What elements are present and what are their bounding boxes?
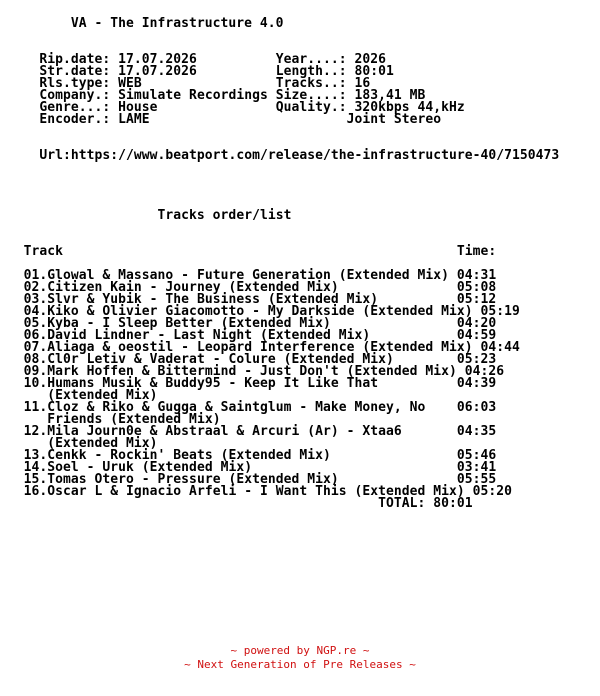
track-time: 03:41 <box>456 460 497 475</box>
info-label: Company.: <box>39 88 119 103</box>
track-title: Cl0r Letiv & Vaderat - Colure (Extended Mix) <box>47 352 394 367</box>
track-number: 03. <box>23 292 48 307</box>
track-number: 16. <box>23 484 48 499</box>
track-time: 05:20 <box>472 484 513 499</box>
info-value: House <box>118 100 158 115</box>
track-time: 06:03 <box>456 400 497 415</box>
track-time: 04:39 <box>456 376 497 391</box>
blank-line <box>0 30 559 42</box>
track-number: 14. <box>23 460 48 475</box>
track-time: 05:19 <box>480 304 520 319</box>
track-time: 04:59 <box>456 328 497 343</box>
info-label: Encoder.: <box>39 112 119 127</box>
track-time: 04:35 <box>456 424 497 439</box>
track-time: 05:08 <box>456 280 497 295</box>
track-title: Citizen Kain - Journey (Extended Mix) <box>47 280 339 295</box>
track-title: Mark Hoffen & Bittermind - Just Don't (Extended Mix) <box>47 364 457 379</box>
track-number: 13. <box>23 448 48 463</box>
info-label: Genre...: <box>39 100 119 115</box>
track-time: 04:44 <box>480 340 520 355</box>
blank-line <box>0 186 559 198</box>
track-title: Glowal & Massano - Future Generation (Extended Mix) <box>47 268 449 283</box>
track-title: (Extended Mix) <box>47 388 158 403</box>
track-title: Aliaga & oeostil - Leopard Interference (Extended Mix) <box>47 340 473 355</box>
track-title: Slvr & Yubik - The Business (Extended Mix) <box>47 292 379 307</box>
track-title: Cloz & Riko & Gugga & Saintglum - Make Money, No <box>47 400 426 415</box>
release-title: VA - The Infrastructure 4.0 <box>70 16 284 31</box>
url-line <box>0 150 559 162</box>
total-line <box>0 498 559 510</box>
info-label: Str.date: <box>39 64 119 79</box>
info-value: 17.07.2026 <box>118 52 197 67</box>
track-number: 07. <box>23 340 48 355</box>
info-value: 2026 <box>354 52 387 67</box>
tagline-footer: ~ Next Generation of Pre Releases ~ <box>184 658 416 671</box>
track-number: 15. <box>23 472 48 487</box>
info-value: Joint Stereo <box>346 112 442 127</box>
track-time: 04:26 <box>464 364 505 379</box>
track-number: 05. <box>23 316 48 331</box>
info-line <box>0 114 559 126</box>
track-number: 04. <box>23 304 48 319</box>
track-title: Friends (Extended Mix) <box>47 412 221 427</box>
nfo-text <box>0 18 559 510</box>
track-title: Kiko & Olivier Giacomotto - My Darkside (Extended Mix) <box>47 304 473 319</box>
track-number: 12. <box>23 424 48 439</box>
blank-line <box>0 162 559 174</box>
track-title: (Extended Mix) <box>47 436 158 451</box>
info-label: Length..: <box>275 64 355 79</box>
blank-line <box>0 222 559 234</box>
track-number: 01. <box>23 268 48 283</box>
info-value: LAME <box>118 112 150 127</box>
track-time: 05:12 <box>456 292 497 307</box>
track-title: Cenkk - Rockin' Beats (Extended Mix) <box>47 448 331 463</box>
tracks-heading: Tracks order/list <box>157 208 292 223</box>
total-time: 80:01 <box>433 496 473 511</box>
info-label: Year....: <box>275 52 355 67</box>
track-title: Mila Journ0e & Abstraal & Arcuri (Ar) - Xtaa6 <box>47 424 402 439</box>
info-value: 16 <box>354 76 371 91</box>
info-value: Simulate Recordings <box>118 88 268 103</box>
url-label: Url: <box>39 148 71 163</box>
col-time-header: Time: <box>456 244 497 259</box>
info-label: Quality.: <box>275 100 355 115</box>
total-label: TOTAL: <box>378 496 426 511</box>
header-line <box>0 246 559 258</box>
release-url: https://www.beatport.com/release/the-infrastructure-40/7150473 <box>70 148 560 163</box>
track-title: David Lindner - Last Night (Extended Mix) <box>47 328 371 343</box>
info-value: 80:01 <box>354 64 394 79</box>
track-time: 04:31 <box>456 268 497 283</box>
track-title: Oscar L & Ignacio Arfeli - I Want This (Extended Mix) <box>47 484 465 499</box>
track-number: 11. <box>23 400 48 415</box>
title-line <box>0 18 559 30</box>
track-number: 10. <box>23 376 48 391</box>
track-number: 06. <box>23 328 48 343</box>
blank-line <box>0 126 559 138</box>
tracks-heading-line <box>0 210 559 222</box>
info-value: 183,41 MB <box>354 88 426 103</box>
track-title: Soel - Uruk (Extended Mix) <box>47 460 253 475</box>
info-label: Rip.date: <box>39 52 119 67</box>
info-value: 320kbps 44,kHz <box>354 100 465 115</box>
track-time: 05:55 <box>456 472 497 487</box>
track-number: 02. <box>23 280 48 295</box>
info-value: WEB <box>118 76 142 91</box>
track-title: Tomas Otero - Pressure (Extended Mix) <box>47 472 339 487</box>
powered-by-footer: ~ powered by NGP.re ~ <box>230 644 370 657</box>
track-number: 09. <box>23 364 48 379</box>
info-label: Size....: <box>275 88 355 103</box>
col-track-header: Track <box>23 244 64 259</box>
info-value: 17.07.2026 <box>118 64 197 79</box>
track-time: 04:20 <box>456 316 497 331</box>
info-label: Rls.type: <box>39 76 119 91</box>
info-label: Tracks..: <box>275 76 355 91</box>
track-time: 05:46 <box>456 448 497 463</box>
track-title: Kyba - I Sleep Better (Extended Mix) <box>47 316 331 331</box>
track-title: Humans Musik & Buddy95 - Keep It Like That <box>47 376 379 391</box>
track-number: 08. <box>23 352 48 367</box>
blank-line <box>0 174 559 186</box>
track-time: 05:23 <box>456 352 497 367</box>
